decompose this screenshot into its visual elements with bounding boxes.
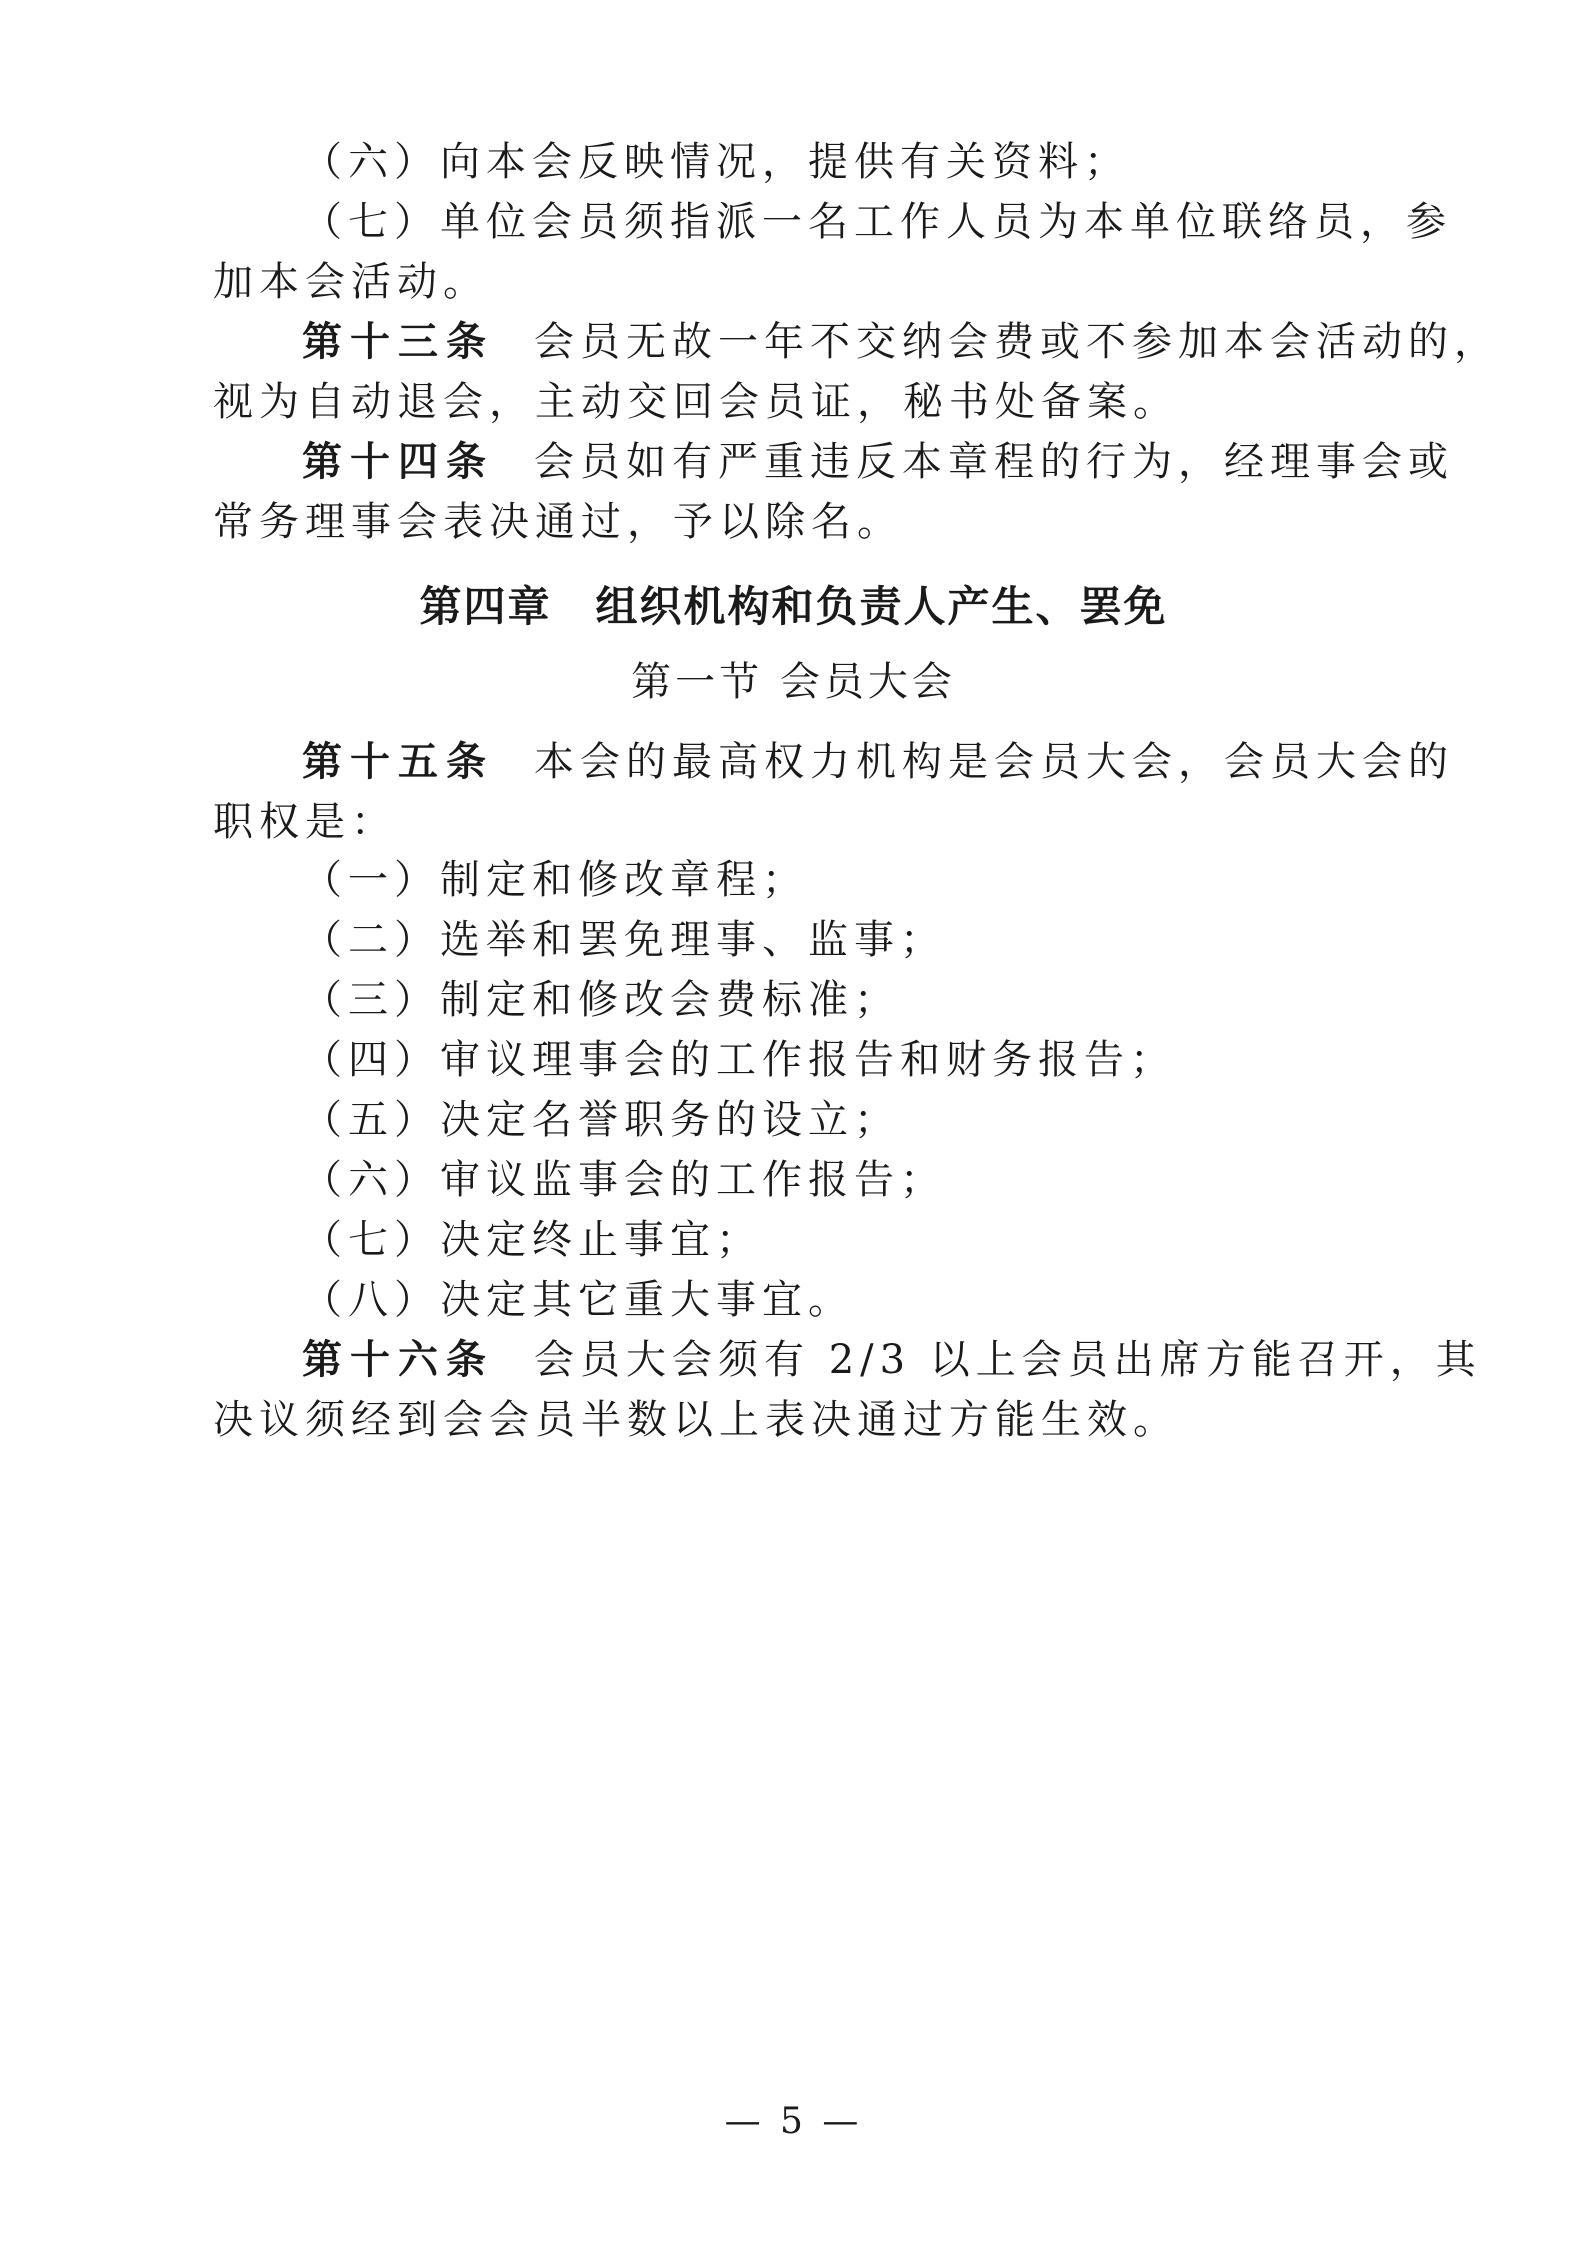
list-item-2: （二）选举和罢免理事、监事； [302, 917, 946, 963]
list-item-7: （七）决定终止事宜； [302, 1217, 762, 1263]
article-16-continuation: 决议须经到会会员半数以上表决通过方能生效。 [213, 1397, 1179, 1443]
item-six-provide-info: （六）向本会反映情况，提供有关资料； [302, 139, 1130, 185]
article-14-heading: 第十四条 [302, 439, 494, 485]
article-13-heading: 第十三条 [302, 319, 494, 365]
article-14-continuation: 常务理事会表决通过，予以除名。 [213, 499, 903, 545]
list-item-3: （三）制定和修改会费标准； [302, 977, 900, 1023]
article-13-continuation: 视为自动退会，主动交回会员证，秘书处备案。 [213, 379, 1179, 425]
list-item-6: （六）审议监事会的工作报告； [302, 1157, 946, 1203]
article-15-continuation: 职权是： [213, 799, 397, 845]
article-14 [302, 438, 1454, 486]
article-13-text: 会员无故一年不交纳会费或不参加本会活动的， [534, 319, 1500, 365]
list-item-4: （四）审议理事会的工作报告和财务报告； [302, 1037, 1176, 1083]
article-15 [302, 738, 1454, 786]
article-16-text: 会员大会须有 2/3 以上会员出席方能召开，其 [534, 1337, 1482, 1383]
list-item-1: （一）制定和修改章程； [302, 857, 808, 903]
article-13 [302, 318, 1500, 366]
item-seven-liaison: （七）单位会员须指派一名工作人员为本单位联络员，参 [302, 199, 1452, 245]
article-15-text: 本会的最高权力机构是会员大会，会员大会的 [534, 739, 1454, 785]
article-16-heading: 第十六条 [302, 1337, 494, 1383]
chapter-title: 第四章 组织机构和负责人产生、罢免 [419, 582, 1168, 631]
section-title: 第一节 会员大会 [631, 659, 956, 705]
article-14-text: 会员如有严重违反本章程的行为，经理事会或 [534, 439, 1454, 485]
article-15-heading: 第十五条 [302, 739, 494, 785]
article-16 [302, 1336, 1482, 1384]
list-item-8: （八）决定其它重大事宜。 [302, 1277, 854, 1323]
page-number: — 5 — [724, 2101, 863, 2142]
item-seven-continuation: 加本会活动。 [213, 259, 489, 305]
list-item-5: （五）决定名誉职务的设立； [302, 1097, 900, 1143]
